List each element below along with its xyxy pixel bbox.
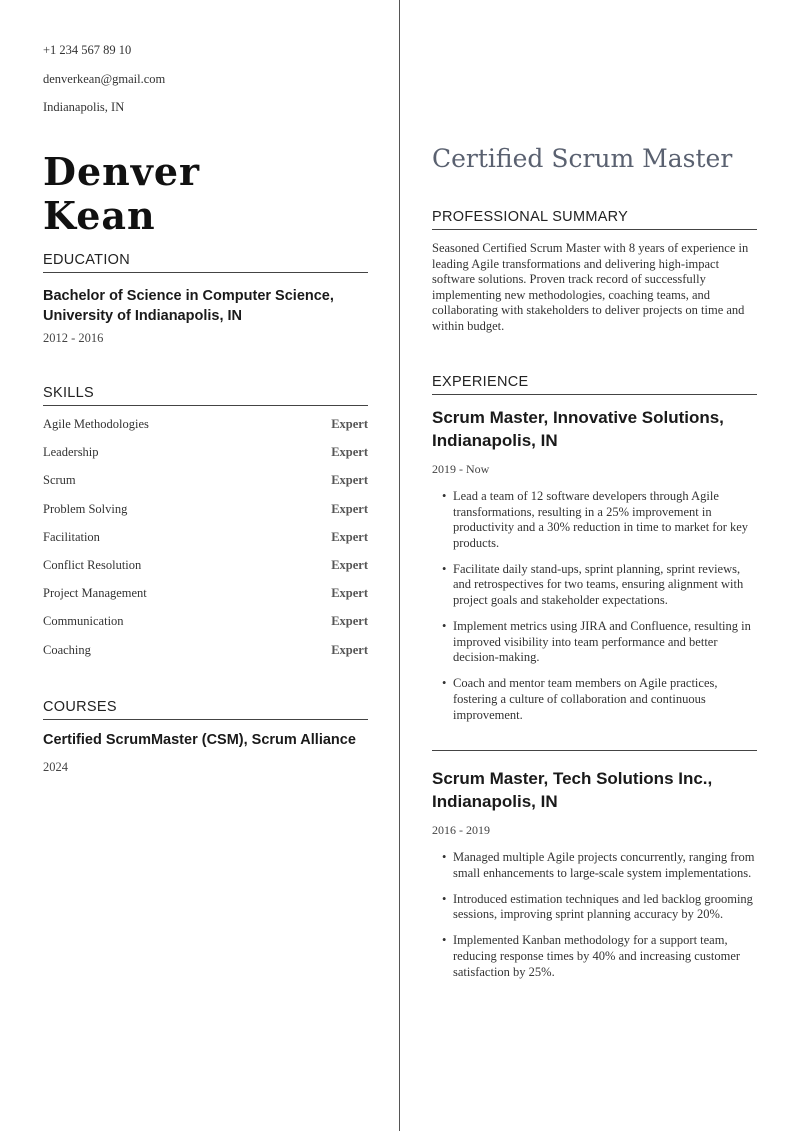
bullet-text: Lead a team of 12 software developers through Agile transformations, resulting in a 25% improvement in productivity and a 30% reduction in time to market for key products.	[453, 489, 749, 550]
experience-bullet	[442, 933, 757, 980]
skill-name: Coaching	[43, 642, 91, 657]
experience-bullet	[442, 850, 757, 881]
bullet-text: Managed multiple Agile projects concurrently, ranging from small enhancements to large-scale system implementations.	[453, 850, 755, 880]
bullet-dot-icon: •	[442, 891, 447, 906]
education-heading: EDUCATION	[43, 252, 368, 273]
skills-list	[43, 417, 368, 671]
summary-heading: PROFESSIONAL SUMMARY	[432, 209, 757, 230]
skill-name: Scrum	[43, 473, 76, 488]
first-name: Denver	[43, 149, 201, 194]
skill-level: Expert	[331, 642, 368, 657]
skill-row	[43, 473, 368, 501]
bullet-text: Implement metrics using JIRA and Confluence, resulting in improved visibility into team performance and better decision-making.	[453, 619, 751, 665]
skill-row	[43, 530, 368, 558]
email-text: denverkean@gmail.com	[43, 72, 166, 86]
skill-name: Communication	[43, 614, 124, 629]
experience-dates: 2019 - Now	[432, 462, 490, 476]
experience-bullets	[432, 489, 757, 723]
experience-divider	[432, 750, 757, 751]
skill-name: Conflict Resolution	[43, 557, 142, 572]
phone-text: +1 234 567 89 10	[43, 43, 132, 57]
location-text: Indianapolis, IN	[43, 100, 125, 114]
experience-bullet	[442, 676, 757, 723]
course-year: 2024	[43, 760, 68, 774]
skill-level: Expert	[331, 557, 368, 572]
courses-heading: COURSES	[43, 699, 368, 720]
skill-level: Expert	[331, 473, 368, 488]
skill-name: Leadership	[43, 445, 99, 460]
experience-dates: 2016 - 2019	[432, 823, 490, 837]
skill-level: Expert	[331, 501, 368, 516]
experience-role: Scrum Master, Tech Solutions Inc., Indianapolis, IN	[432, 769, 713, 811]
skill-name: Project Management	[43, 586, 147, 601]
summary-text: Seasoned Certified Scrum Master with 8 years of experience in leading Agile transformations and delivering high-impact software solutions. Proven track record of successfully implementing new methodologies, coaching teams, and collaborating with stakeholders to deliver projects on time and within budget.	[432, 241, 749, 333]
skill-row	[43, 614, 368, 642]
skill-row	[43, 643, 368, 671]
skill-level: Expert	[331, 417, 368, 431]
skill-row	[43, 417, 368, 445]
experience-item	[432, 767, 757, 991]
skill-name: Agile Methodologies	[43, 417, 149, 431]
skill-row	[43, 586, 368, 614]
skill-level: Expert	[331, 445, 368, 460]
job-title: Certified Scrum Master	[432, 144, 733, 173]
bullet-dot-icon: •	[442, 850, 447, 864]
course-name: Certified ScrumMaster (CSM), Scrum Alliance	[43, 732, 356, 748]
experience-bullet	[442, 892, 757, 923]
bullet-dot-icon: •	[442, 489, 447, 503]
skill-level: Expert	[331, 614, 368, 629]
last-name: Kean	[43, 193, 156, 238]
bullet-text: Introduced estimation techniques and led backlog grooming sessions, improving sprint planning accuracy by 20%.	[453, 891, 753, 922]
experience-role: Scrum Master, Innovative Solutions, Indianapolis, IN	[432, 408, 724, 450]
skills-heading: SKILLS	[43, 385, 368, 406]
experience-heading: EXPERIENCE	[432, 374, 757, 395]
bullet-text: Implemented Kanban methodology for a support team, reducing response times by 40% and increasing customer satisfaction by 25%.	[453, 933, 741, 979]
bullet-dot-icon: •	[442, 619, 447, 634]
experience-item	[432, 406, 757, 734]
skill-row	[43, 558, 368, 586]
experience-bullet	[442, 619, 757, 666]
skill-level: Expert	[331, 529, 368, 544]
column-divider	[399, 0, 400, 1131]
skill-name: Facilitation	[43, 529, 100, 544]
experience-bullet	[442, 562, 757, 609]
skill-name: Problem Solving	[43, 501, 128, 516]
experience-bullets	[432, 850, 757, 980]
bullet-dot-icon: •	[442, 676, 447, 691]
bullet-text: Coach and mentor team members on Agile practices, fostering a culture of collaboration and continuous improvement.	[453, 676, 718, 722]
bullet-dot-icon: •	[442, 933, 447, 948]
bullet-dot-icon: •	[442, 561, 447, 576]
candidate-name	[43, 150, 200, 238]
education-degree: Bachelor of Science in Computer Science, University of Indianapolis, IN	[43, 288, 334, 324]
skill-row	[43, 445, 368, 473]
education-dates: 2012 - 2016	[43, 331, 104, 345]
skill-level: Expert	[331, 586, 368, 601]
bullet-text: Facilitate daily stand-ups, sprint planning, sprint reviews, and retrospectives for two teams, ensuring alignment with project goals and stakeholder expectations.	[453, 561, 744, 608]
experience-bullet	[442, 489, 757, 551]
skill-row	[43, 502, 368, 530]
